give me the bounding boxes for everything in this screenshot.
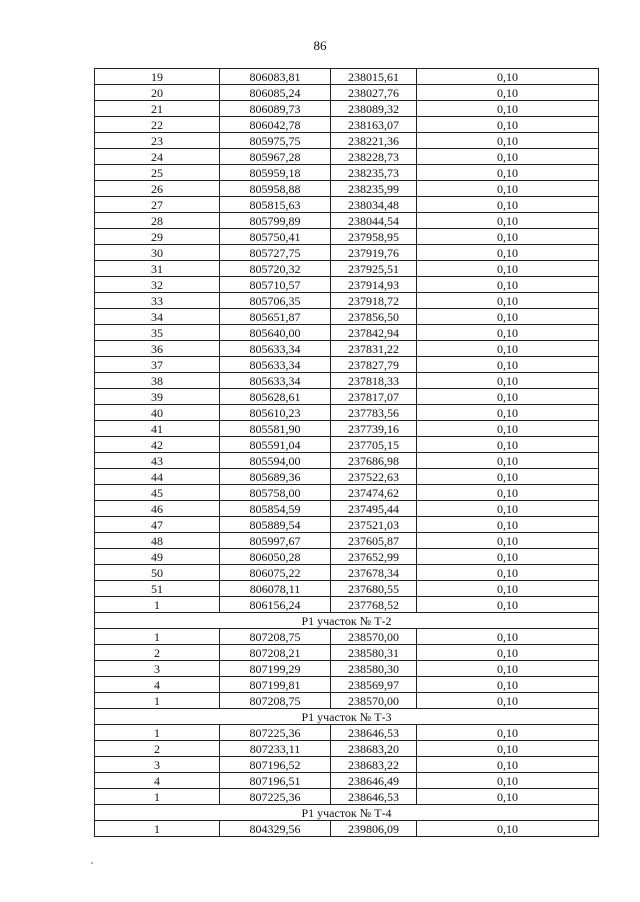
x-coordinate-cell: 804329,56 — [220, 821, 331, 837]
y-coordinate-cell: 237739,16 — [331, 421, 417, 437]
table-row — [95, 373, 599, 389]
table-row — [95, 101, 599, 117]
y-coordinate-cell: 237958,95 — [331, 229, 417, 245]
x-coordinate-cell: 805959,18 — [220, 165, 331, 181]
point-number-cell: 23 — [95, 133, 220, 149]
accuracy-cell: 0,10 — [417, 661, 599, 677]
table-row — [95, 645, 599, 661]
accuracy-cell: 0,10 — [417, 773, 599, 789]
accuracy-cell: 0,10 — [417, 501, 599, 517]
section-heading: Р1 участок № Т-3 — [95, 709, 599, 725]
accuracy-cell: 0,10 — [417, 149, 599, 165]
table-row — [95, 421, 599, 437]
table-row — [95, 325, 599, 341]
point-number-cell: 44 — [95, 469, 220, 485]
point-number-cell: 1 — [95, 693, 220, 709]
x-coordinate-cell: 806156,24 — [220, 597, 331, 613]
table-row — [95, 405, 599, 421]
x-coordinate-cell: 806083,81 — [220, 69, 331, 85]
accuracy-cell: 0,10 — [417, 645, 599, 661]
y-coordinate-cell: 237817,07 — [331, 389, 417, 405]
accuracy-cell: 0,10 — [417, 485, 599, 501]
point-number-cell: 3 — [95, 661, 220, 677]
table-row — [95, 661, 599, 677]
accuracy-cell: 0,10 — [417, 741, 599, 757]
table-row — [95, 773, 599, 789]
y-coordinate-cell: 238015,61 — [331, 69, 417, 85]
point-number-cell: 37 — [95, 357, 220, 373]
accuracy-cell: 0,10 — [417, 469, 599, 485]
accuracy-cell: 0,10 — [417, 453, 599, 469]
table-row — [95, 597, 599, 613]
accuracy-cell: 0,10 — [417, 133, 599, 149]
x-coordinate-cell: 807208,21 — [220, 645, 331, 661]
y-coordinate-cell: 238235,73 — [331, 165, 417, 181]
x-coordinate-cell: 805997,67 — [220, 533, 331, 549]
x-coordinate-cell: 805758,00 — [220, 485, 331, 501]
table-row — [95, 821, 599, 837]
point-number-cell: 41 — [95, 421, 220, 437]
table-row — [95, 341, 599, 357]
table-row — [95, 229, 599, 245]
table-row — [95, 437, 599, 453]
y-coordinate-cell: 237918,72 — [331, 293, 417, 309]
x-coordinate-cell: 805689,36 — [220, 469, 331, 485]
point-number-cell: 24 — [95, 149, 220, 165]
accuracy-cell: 0,10 — [417, 421, 599, 437]
accuracy-cell: 0,10 — [417, 213, 599, 229]
x-coordinate-cell: 805591,04 — [220, 437, 331, 453]
x-coordinate-cell: 807233,11 — [220, 741, 331, 757]
y-coordinate-cell: 238646,53 — [331, 725, 417, 741]
table-row — [95, 149, 599, 165]
accuracy-cell: 0,10 — [417, 165, 599, 181]
point-number-cell: 31 — [95, 261, 220, 277]
accuracy-cell: 0,10 — [417, 261, 599, 277]
point-number-cell: 35 — [95, 325, 220, 341]
x-coordinate-cell: 805594,00 — [220, 453, 331, 469]
accuracy-cell: 0,10 — [417, 293, 599, 309]
y-coordinate-cell: 238683,20 — [331, 741, 417, 757]
x-coordinate-cell: 807196,52 — [220, 757, 331, 773]
x-coordinate-cell: 806085,24 — [220, 85, 331, 101]
x-coordinate-cell: 806050,28 — [220, 549, 331, 565]
accuracy-cell: 0,10 — [417, 821, 599, 837]
y-coordinate-cell: 238034,48 — [331, 197, 417, 213]
accuracy-cell: 0,10 — [417, 677, 599, 693]
x-coordinate-cell: 805727,75 — [220, 245, 331, 261]
x-coordinate-cell: 805750,41 — [220, 229, 331, 245]
x-coordinate-cell: 806078,11 — [220, 581, 331, 597]
x-coordinate-cell: 807199,29 — [220, 661, 331, 677]
y-coordinate-cell: 237827,79 — [331, 357, 417, 373]
point-number-cell: 27 — [95, 197, 220, 213]
section-heading-row — [95, 613, 599, 629]
y-coordinate-cell: 237522,63 — [331, 469, 417, 485]
x-coordinate-cell: 805720,32 — [220, 261, 331, 277]
accuracy-cell: 0,10 — [417, 341, 599, 357]
table-row — [95, 741, 599, 757]
table-row — [95, 309, 599, 325]
table-row — [95, 693, 599, 709]
y-coordinate-cell: 238228,73 — [331, 149, 417, 165]
point-number-cell: 1 — [95, 597, 220, 613]
point-number-cell: 1 — [95, 821, 220, 837]
point-number-cell: 28 — [95, 213, 220, 229]
table-row — [95, 629, 599, 645]
y-coordinate-cell: 238580,31 — [331, 645, 417, 661]
coordinates-table-body — [95, 69, 599, 837]
table-row — [95, 453, 599, 469]
x-coordinate-cell: 805958,88 — [220, 181, 331, 197]
y-coordinate-cell: 238027,76 — [331, 85, 417, 101]
table-row — [95, 517, 599, 533]
y-coordinate-cell: 238570,00 — [331, 693, 417, 709]
point-number-cell: 32 — [95, 277, 220, 293]
table-row — [95, 165, 599, 181]
y-coordinate-cell: 237705,15 — [331, 437, 417, 453]
y-coordinate-cell: 237783,56 — [331, 405, 417, 421]
accuracy-cell: 0,10 — [417, 229, 599, 245]
accuracy-cell: 0,10 — [417, 117, 599, 133]
point-number-cell: 26 — [95, 181, 220, 197]
y-coordinate-cell: 239806,09 — [331, 821, 417, 837]
point-number-cell: 46 — [95, 501, 220, 517]
y-coordinate-cell: 237680,55 — [331, 581, 417, 597]
table-row — [95, 581, 599, 597]
table-row — [95, 501, 599, 517]
point-number-cell: 19 — [95, 69, 220, 85]
accuracy-cell: 0,10 — [417, 757, 599, 773]
y-coordinate-cell: 237495,44 — [331, 501, 417, 517]
y-coordinate-cell: 237856,50 — [331, 309, 417, 325]
accuracy-cell: 0,10 — [417, 389, 599, 405]
accuracy-cell: 0,10 — [417, 85, 599, 101]
table-row — [95, 85, 599, 101]
table-row — [95, 485, 599, 501]
x-coordinate-cell: 805889,54 — [220, 517, 331, 533]
x-coordinate-cell: 805628,61 — [220, 389, 331, 405]
point-number-cell: 50 — [95, 565, 220, 581]
accuracy-cell: 0,10 — [417, 325, 599, 341]
accuracy-cell: 0,10 — [417, 245, 599, 261]
y-coordinate-cell: 238646,49 — [331, 773, 417, 789]
accuracy-cell: 0,10 — [417, 181, 599, 197]
y-coordinate-cell: 237925,51 — [331, 261, 417, 277]
x-coordinate-cell: 805815,63 — [220, 197, 331, 213]
point-number-cell: 36 — [95, 341, 220, 357]
x-coordinate-cell: 807225,36 — [220, 725, 331, 741]
accuracy-cell: 0,10 — [417, 309, 599, 325]
point-number-cell: 51 — [95, 581, 220, 597]
x-coordinate-cell: 805610,23 — [220, 405, 331, 421]
y-coordinate-cell: 237521,03 — [331, 517, 417, 533]
section-heading: Р1 участок № Т-4 — [95, 805, 599, 821]
y-coordinate-cell: 238569,97 — [331, 677, 417, 693]
point-number-cell: 30 — [95, 245, 220, 261]
x-coordinate-cell: 805581,90 — [220, 421, 331, 437]
point-number-cell: 33 — [95, 293, 220, 309]
point-number-cell: 49 — [95, 549, 220, 565]
y-coordinate-cell: 238646,53 — [331, 789, 417, 805]
accuracy-cell: 0,10 — [417, 597, 599, 613]
table-row — [95, 133, 599, 149]
accuracy-cell: 0,10 — [417, 373, 599, 389]
accuracy-cell: 0,10 — [417, 629, 599, 645]
point-number-cell: 20 — [95, 85, 220, 101]
point-number-cell: 1 — [95, 629, 220, 645]
accuracy-cell: 0,10 — [417, 789, 599, 805]
table-row — [95, 117, 599, 133]
table-row — [95, 533, 599, 549]
y-coordinate-cell: 237818,33 — [331, 373, 417, 389]
table-row — [95, 261, 599, 277]
x-coordinate-cell: 807225,36 — [220, 789, 331, 805]
x-coordinate-cell: 805975,75 — [220, 133, 331, 149]
y-coordinate-cell: 237652,99 — [331, 549, 417, 565]
y-coordinate-cell: 238089,32 — [331, 101, 417, 117]
accuracy-cell: 0,10 — [417, 437, 599, 453]
accuracy-cell: 0,10 — [417, 581, 599, 597]
x-coordinate-cell: 807208,75 — [220, 629, 331, 645]
point-number-cell: 40 — [95, 405, 220, 421]
accuracy-cell: 0,10 — [417, 405, 599, 421]
point-number-cell: 47 — [95, 517, 220, 533]
table-row — [95, 245, 599, 261]
y-coordinate-cell: 238235,99 — [331, 181, 417, 197]
point-number-cell: 4 — [95, 773, 220, 789]
accuracy-cell: 0,10 — [417, 197, 599, 213]
table-row — [95, 565, 599, 581]
x-coordinate-cell: 807196,51 — [220, 773, 331, 789]
y-coordinate-cell: 238570,00 — [331, 629, 417, 645]
table-row — [95, 197, 599, 213]
accuracy-cell: 0,10 — [417, 357, 599, 373]
page-number: 86 — [313, 38, 327, 53]
point-number-cell: 29 — [95, 229, 220, 245]
point-number-cell: 2 — [95, 645, 220, 661]
y-coordinate-cell: 238580,30 — [331, 661, 417, 677]
point-number-cell: 38 — [95, 373, 220, 389]
x-coordinate-cell: 806042,78 — [220, 117, 331, 133]
table-row — [95, 789, 599, 805]
table-row — [95, 469, 599, 485]
table-row — [95, 69, 599, 85]
section-heading-row — [95, 709, 599, 725]
x-coordinate-cell: 805633,34 — [220, 357, 331, 373]
accuracy-cell: 0,10 — [417, 549, 599, 565]
x-coordinate-cell: 805633,34 — [220, 341, 331, 357]
y-coordinate-cell: 238683,22 — [331, 757, 417, 773]
point-number-cell: 42 — [95, 437, 220, 453]
accuracy-cell: 0,10 — [417, 533, 599, 549]
y-coordinate-cell: 237474,62 — [331, 485, 417, 501]
section-heading-row — [95, 805, 599, 821]
table-row — [95, 549, 599, 565]
point-number-cell: 1 — [95, 789, 220, 805]
table-row — [95, 757, 599, 773]
x-coordinate-cell: 805651,87 — [220, 309, 331, 325]
accuracy-cell: 0,10 — [417, 565, 599, 581]
point-number-cell: 43 — [95, 453, 220, 469]
x-coordinate-cell: 807199,81 — [220, 677, 331, 693]
y-coordinate-cell: 237768,52 — [331, 597, 417, 613]
y-coordinate-cell: 237914,93 — [331, 277, 417, 293]
accuracy-cell: 0,10 — [417, 101, 599, 117]
point-number-cell: 2 — [95, 741, 220, 757]
accuracy-cell: 0,10 — [417, 69, 599, 85]
x-coordinate-cell: 805710,57 — [220, 277, 331, 293]
point-number-cell: 3 — [95, 757, 220, 773]
x-coordinate-cell: 805967,28 — [220, 149, 331, 165]
point-number-cell: 21 — [95, 101, 220, 117]
point-number-cell: 25 — [95, 165, 220, 181]
x-coordinate-cell: 805854,59 — [220, 501, 331, 517]
point-number-cell: 45 — [95, 485, 220, 501]
y-coordinate-cell: 237919,76 — [331, 245, 417, 261]
y-coordinate-cell: 237686,98 — [331, 453, 417, 469]
table-row — [95, 181, 599, 197]
y-coordinate-cell: 237605,87 — [331, 533, 417, 549]
x-coordinate-cell: 805799,89 — [220, 213, 331, 229]
accuracy-cell: 0,10 — [417, 725, 599, 741]
point-number-cell: 48 — [95, 533, 220, 549]
point-number-cell: 39 — [95, 389, 220, 405]
scan-speck — [91, 862, 93, 864]
point-number-cell: 4 — [95, 677, 220, 693]
section-heading: Р1 участок № Т-2 — [95, 613, 599, 629]
point-number-cell: 34 — [95, 309, 220, 325]
table-row — [95, 293, 599, 309]
y-coordinate-cell: 237842,94 — [331, 325, 417, 341]
y-coordinate-cell: 237678,34 — [331, 565, 417, 581]
coordinates-table — [94, 68, 599, 837]
y-coordinate-cell: 238163,07 — [331, 117, 417, 133]
x-coordinate-cell: 807208,75 — [220, 693, 331, 709]
point-number-cell: 22 — [95, 117, 220, 133]
table-row — [95, 389, 599, 405]
accuracy-cell: 0,10 — [417, 277, 599, 293]
y-coordinate-cell: 238221,36 — [331, 133, 417, 149]
table-row — [95, 357, 599, 373]
x-coordinate-cell: 805633,34 — [220, 373, 331, 389]
table-row — [95, 213, 599, 229]
accuracy-cell: 0,10 — [417, 517, 599, 533]
table-row — [95, 277, 599, 293]
y-coordinate-cell: 237831,22 — [331, 341, 417, 357]
y-coordinate-cell: 238044,54 — [331, 213, 417, 229]
table-row — [95, 725, 599, 741]
point-number-cell: 1 — [95, 725, 220, 741]
x-coordinate-cell: 806089,73 — [220, 101, 331, 117]
table-row — [95, 677, 599, 693]
x-coordinate-cell: 805706,35 — [220, 293, 331, 309]
accuracy-cell: 0,10 — [417, 693, 599, 709]
x-coordinate-cell: 805640,00 — [220, 325, 331, 341]
x-coordinate-cell: 806075,22 — [220, 565, 331, 581]
